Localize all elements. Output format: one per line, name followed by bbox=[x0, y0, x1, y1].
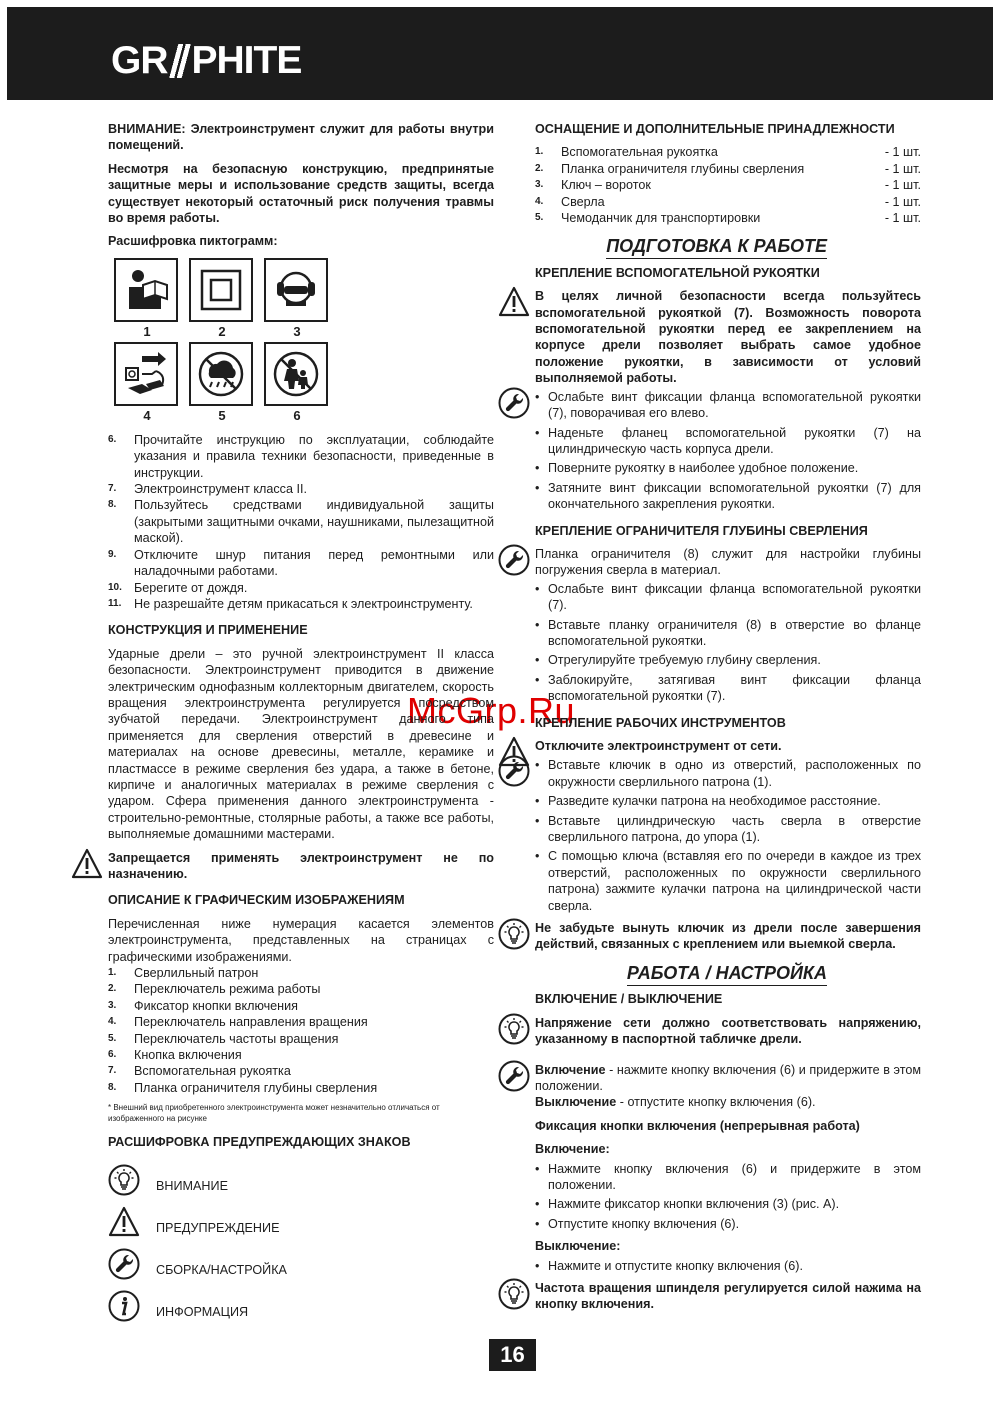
sign-label: ИНФОРМАЦИЯ bbox=[156, 1305, 249, 1320]
graphics-heading: ОПИСАНИЕ К ГРАФИЧЕСКИМ ИЗОБРАЖЕНИЯМ bbox=[108, 893, 405, 908]
class-ii-pictogram-icon bbox=[189, 258, 253, 322]
indoor-warning: ВНИМАНИЕ: Электроинструмент служит для работы внутри помещений. bbox=[108, 122, 494, 153]
left-column bbox=[108, 121, 494, 1327]
tools-warning-text: Отключите электроинструмент от сети. bbox=[535, 739, 782, 753]
sign-row bbox=[108, 1243, 494, 1285]
header-bar bbox=[7, 7, 993, 100]
item-text: Фиксатор кнопки включения bbox=[134, 998, 298, 1013]
item-number: 2. bbox=[535, 162, 544, 174]
protective-gear-pictogram-icon bbox=[264, 258, 328, 322]
list-item bbox=[108, 998, 494, 1014]
sign-row bbox=[108, 1201, 494, 1243]
speed-note-text: Частота вращения шпинделя регулируется силой нажима на кнопку включения. bbox=[535, 1280, 921, 1312]
item-quantity: - 1 шт. bbox=[884, 161, 921, 176]
item-number: 10. bbox=[108, 581, 122, 593]
list-item: • Нажмите фиксатор кнопки включения (3) (рис. A). bbox=[535, 1196, 921, 1212]
item-text: Кнопка включения bbox=[134, 1048, 242, 1063]
item-text: Ключ – вороток bbox=[561, 178, 651, 193]
depth-stop-block bbox=[535, 546, 921, 705]
wrench-icon bbox=[108, 1248, 140, 1280]
item-text: Пользуйтесь средствами индивидуальной защиты (закрытыми защитными очками, наушниками, пылезащитной маской). bbox=[134, 498, 494, 546]
item-number: 11. bbox=[108, 597, 122, 609]
tools-warning-block bbox=[535, 738, 921, 754]
list-item bbox=[108, 1031, 494, 1047]
voltage-note-text: Напряжение сети должно соответствовать напряжению, указанному в паспортной табличке дрели. bbox=[535, 1015, 921, 1047]
list-item: • Разведите кулачки патрона на необходимое расстояние. bbox=[535, 793, 921, 809]
off-instruction bbox=[535, 1094, 921, 1110]
item-text: Планка ограничителя глубины сверления bbox=[561, 161, 805, 176]
list-item bbox=[108, 1063, 494, 1079]
item-text: Вспомогательная рукоятка bbox=[134, 1064, 291, 1079]
no-rain-pictogram-icon bbox=[189, 342, 253, 406]
list-item: • Отпустите кнопку включения (6). bbox=[535, 1216, 921, 1232]
item-quantity: - 1 шт. bbox=[884, 194, 921, 209]
list-item bbox=[535, 144, 921, 160]
wrench-icon bbox=[498, 1060, 530, 1092]
item-text: Переключатель режима работы bbox=[134, 982, 321, 997]
item-text: Сверла bbox=[561, 194, 605, 209]
item-number: 2. bbox=[108, 983, 117, 995]
warning-triangle-icon bbox=[71, 848, 103, 880]
bulb-icon bbox=[108, 1164, 140, 1196]
pictogram-grid bbox=[114, 258, 494, 426]
watermark: McGrp.Ru bbox=[407, 690, 576, 731]
item-quantity: - 1 шт. bbox=[884, 211, 921, 226]
depth-stop-text: Планка ограничителя (8) служит для настройки глубины погружения сверла в материал. bbox=[535, 546, 921, 578]
item-number: 5. bbox=[108, 1032, 117, 1044]
item-text: Переключатель частоты вращения bbox=[134, 1031, 339, 1046]
item-text: Планка ограничителя глубины сверления bbox=[134, 1080, 378, 1095]
voltage-note-block bbox=[535, 1015, 921, 1048]
list-item: • Заблокируйте, затягивая винт фиксации фланца вспомогательной рукоятки (7). bbox=[535, 672, 921, 705]
item-number: 8. bbox=[108, 499, 117, 511]
tools-steps bbox=[535, 757, 921, 914]
construction-text: Ударные дрели – это ручной электроинструмент II класса безопасности. Электроинструмент приводится в движение электрическим однофазным коллекторным двигателем, скорость вращения электроинструмента регулируется посредством зубчатой передачи. Электроинструмент данного типа применяется для сверления отверстий в древесине и материалах на основе древесины, металле, керамике и пластмассе в режиме сверления без удара, а также в бетоне, кирпиче и аналогичных материалах в режиме сверления с ударом. Сфера применения данного электроинструмента - строительно-ремонтные, столярные работы, а также все работы, выполняемые домашними мастерами. bbox=[108, 646, 494, 842]
no-children-pictogram-icon bbox=[264, 342, 328, 406]
tools-note-block bbox=[535, 920, 921, 953]
item-number: 5. bbox=[535, 212, 544, 224]
on-label: Включение bbox=[535, 1062, 606, 1077]
page-number: 16 bbox=[489, 1339, 536, 1371]
handle-warning-text: В целях личной безопасности всегда пользуйтесь вспомогательной рукояткой (7). Возможность поворота вспомогательной рукоятки перед ее закреплением на корпусе дрели позволяет выбрать самое удобное положение рукоятки, в зависимости от условий выполняемой работы. bbox=[535, 289, 921, 386]
off-label: Выключение bbox=[535, 1095, 617, 1110]
lock-on-steps bbox=[535, 1161, 921, 1233]
item-text: Вспомогательная рукоятка bbox=[561, 145, 718, 160]
prohibited-use-text: Запрещается применять электроинструмент не по назначению. bbox=[108, 850, 494, 881]
parts-list bbox=[108, 965, 494, 1096]
item-number: 7. bbox=[108, 483, 117, 495]
sign-label: СБОРКА/НАСТРОЙКА bbox=[156, 1263, 287, 1278]
item-text: Переключатель направления вращения bbox=[134, 1015, 368, 1030]
wrench-icon bbox=[498, 544, 530, 576]
bulb-icon bbox=[498, 918, 530, 950]
item-text: Электроинструмент класса II. bbox=[134, 482, 307, 497]
work-heading bbox=[535, 962, 921, 983]
item-text: Отключите шнур питания перед ремонтными или наладочными работами. bbox=[134, 547, 494, 579]
work-heading-text: РАБОТА / НАСТРОЙКА bbox=[627, 963, 827, 986]
item-number: 1. bbox=[108, 967, 117, 979]
on-instruction bbox=[535, 1062, 921, 1095]
item-number: 4. bbox=[108, 1016, 117, 1028]
list-item bbox=[108, 1014, 494, 1030]
item-text: Прочитайте инструкцию по эксплуатации, соблюдайте указания и правила техники безопасности, приведенные в инструкции. bbox=[134, 432, 494, 480]
sign-row bbox=[108, 1159, 494, 1201]
item-text: Чемоданчик для транспортировки bbox=[561, 211, 761, 226]
signs-heading: РАСШИФРОВКА ПРЕДУПРЕЖДАЮЩИХ ЗНАКОВ bbox=[108, 1135, 411, 1150]
lock-on-label: Включение: bbox=[535, 1142, 610, 1157]
handle-heading: КРЕПЛЕНИЕ ВСПОМОГАТЕЛЬНОЙ РУКОЯТКИ bbox=[535, 265, 820, 280]
wrench-icon bbox=[498, 755, 530, 787]
accessories-list bbox=[535, 144, 921, 226]
list-item bbox=[535, 210, 921, 226]
item-number: 6. bbox=[108, 1049, 117, 1061]
depth-stop-steps bbox=[535, 581, 921, 705]
preparation-heading bbox=[535, 236, 921, 257]
lock-off-label: Выключение: bbox=[535, 1239, 621, 1254]
item-quantity: - 1 шт. bbox=[884, 145, 921, 160]
list-item bbox=[108, 981, 494, 997]
wrench-icon bbox=[498, 387, 530, 419]
list-item: • Отрегулируйте требуемую глубину сверления. bbox=[535, 652, 921, 668]
list-item bbox=[108, 481, 494, 497]
pictogram-number: 6 bbox=[293, 407, 301, 423]
list-item bbox=[108, 965, 494, 981]
tools-steps-block bbox=[535, 757, 921, 914]
graphics-text: Перечисленная ниже нумерация касается элементов электроинструмента, представленных на страницах с графическими изображениями. bbox=[108, 916, 494, 964]
item-number: 3. bbox=[535, 179, 544, 191]
list-item: • Затяните винт фиксации вспомогательной рукоятки (7) для окончательного закрепления рукоятки. bbox=[535, 480, 921, 513]
logo-slash-icon bbox=[169, 44, 191, 78]
pictogram-number: 2 bbox=[218, 323, 226, 339]
residual-risk-warning: Несмотря на безопасную конструкцию, предпринятые защитные меры и использование средств защиты, всегда существует некоторый остаточный риск получения травмы во время работы. bbox=[108, 161, 494, 226]
item-text: Сверлильный патрон bbox=[134, 966, 259, 981]
list-item: • Ослабьте винт фиксации фланца вспомогательной рукоятки (7). bbox=[535, 581, 921, 614]
item-text: Берегите от дождя. bbox=[134, 580, 248, 595]
bulb-icon bbox=[498, 1013, 530, 1045]
lock-heading: Фиксация кнопки включения (непрерывная работа) bbox=[535, 1118, 860, 1133]
list-item bbox=[108, 432, 494, 481]
pictogram-number: 5 bbox=[218, 407, 226, 423]
brand-logo bbox=[111, 31, 301, 91]
item-number: 9. bbox=[108, 548, 117, 560]
on-text: - нажмите кнопку включения (6) и придержите в этом положении. bbox=[535, 1062, 921, 1093]
item-number: 6. bbox=[108, 433, 117, 445]
handle-steps bbox=[535, 389, 921, 513]
item-number: 7. bbox=[108, 1065, 117, 1077]
item-quantity: - 1 шт. bbox=[884, 178, 921, 193]
warning-triangle-icon bbox=[108, 1206, 140, 1238]
depth-stop-heading: КРЕПЛЕНИЕ ОГРАНИЧИТЕЛЯ ГЛУБИНЫ СВЕРЛЕНИЯ bbox=[535, 523, 868, 538]
construction-heading: КОНСТРУКЦИЯ И ПРИМЕНЕНИЕ bbox=[108, 623, 308, 638]
list-item: • Поверните рукоятку в наиболее удобное положение. bbox=[535, 460, 921, 476]
handle-steps-block bbox=[535, 389, 921, 513]
prohibited-use-block bbox=[108, 850, 494, 883]
pictogram-number: 4 bbox=[143, 407, 151, 423]
lock-off-steps bbox=[535, 1258, 921, 1274]
info-icon bbox=[108, 1290, 140, 1322]
tools-heading: КРЕПЛЕНИЕ РАБОЧИХ ИНСТРУМЕНТОВ bbox=[535, 715, 786, 730]
item-number: 8. bbox=[108, 1081, 117, 1093]
footnote: * Внешний вид приобретенного электроинструмента может незначительно отличаться от изображенного на рисунке bbox=[108, 1103, 440, 1124]
item-number: 4. bbox=[535, 195, 544, 207]
list-item: • Вставьте планку ограничителя (8) в отверстие во фланце вспомогательной рукоятки. bbox=[535, 617, 921, 650]
list-item bbox=[108, 1080, 494, 1096]
read-manual-pictogram-icon bbox=[114, 258, 178, 322]
onoff-heading: ВКЛЮЧЕНИЕ / ВЫКЛЮЧЕНИЕ bbox=[535, 992, 723, 1007]
list-item: • Вставьте цилиндрическую часть сверла в отверстие сверлильного патрона, до упора (1). bbox=[535, 813, 921, 846]
handle-warning-block bbox=[535, 288, 921, 386]
accessories-heading: ОСНАЩЕНИЕ И ДОПОЛНИТЕЛЬНЫЕ ПРИНАДЛЕЖНОСТИ bbox=[535, 122, 895, 136]
signs-legend bbox=[108, 1159, 494, 1327]
pictogram-number: 3 bbox=[293, 323, 301, 339]
list-item bbox=[108, 1047, 494, 1063]
list-item: • С помощью ключа (вставляя его по очереди в каждое из трех отверстий, расположенных по окружности сверлильного патрона) зажмите кулачки патрона на цилиндрической части сверла. bbox=[535, 848, 921, 914]
bulb-icon bbox=[498, 1278, 530, 1310]
pictogram-number: 1 bbox=[143, 323, 151, 339]
list-item: • Наденьте фланец вспомогательной рукоятки (7) на цилиндрическую часть корпуса дрели. bbox=[535, 425, 921, 458]
sign-label: ПРЕДУПРЕЖДЕНИЕ bbox=[156, 1221, 280, 1236]
sign-label: ВНИМАНИЕ bbox=[156, 1179, 228, 1194]
list-item: • Вставьте ключик в одно из отверстий, расположенных по окружности сверлильного патрона (1). bbox=[535, 757, 921, 790]
unplug-pictogram-icon bbox=[114, 342, 178, 406]
right-column bbox=[535, 121, 921, 1320]
list-item bbox=[108, 596, 494, 612]
preparation-heading-text: ПОДГОТОВКА К РАБОТЕ bbox=[606, 236, 827, 259]
list-item: • Нажмите кнопку включения (6) и придержите в этом положении. bbox=[535, 1161, 921, 1194]
list-item: • Ослабьте винт фиксации фланца вспомогательной рукоятки (7), поворачивая его влево. bbox=[535, 389, 921, 422]
list-item bbox=[108, 547, 494, 580]
sign-row bbox=[108, 1285, 494, 1327]
onoff-block bbox=[535, 1062, 921, 1111]
logo-text-left: GR bbox=[111, 39, 168, 82]
item-text: Не разрешайте детям прикасаться к электроинструменту. bbox=[134, 596, 473, 611]
tools-note-text: Не забудьте вынуть ключик из дрели после завершения действий, связанных с креплением или выемкой сверла. bbox=[535, 921, 921, 952]
speed-note-block bbox=[535, 1280, 921, 1313]
list-item bbox=[108, 497, 494, 546]
warning-triangle-icon bbox=[498, 286, 530, 318]
list-item: • Нажмите и отпустите кнопку включения (6). bbox=[535, 1258, 921, 1274]
list-item bbox=[535, 177, 921, 193]
pictogram-title: Расшифровка пиктограмм: bbox=[108, 234, 278, 249]
list-item bbox=[535, 194, 921, 210]
pictogram-legend-list bbox=[108, 432, 494, 612]
logo-text-right: PHITE bbox=[191, 39, 302, 82]
off-text: - отпустите кнопку включения (6). bbox=[616, 1095, 816, 1110]
item-number: 1. bbox=[535, 146, 544, 158]
list-item bbox=[108, 580, 494, 596]
list-item bbox=[535, 161, 921, 177]
item-number: 3. bbox=[108, 999, 117, 1011]
